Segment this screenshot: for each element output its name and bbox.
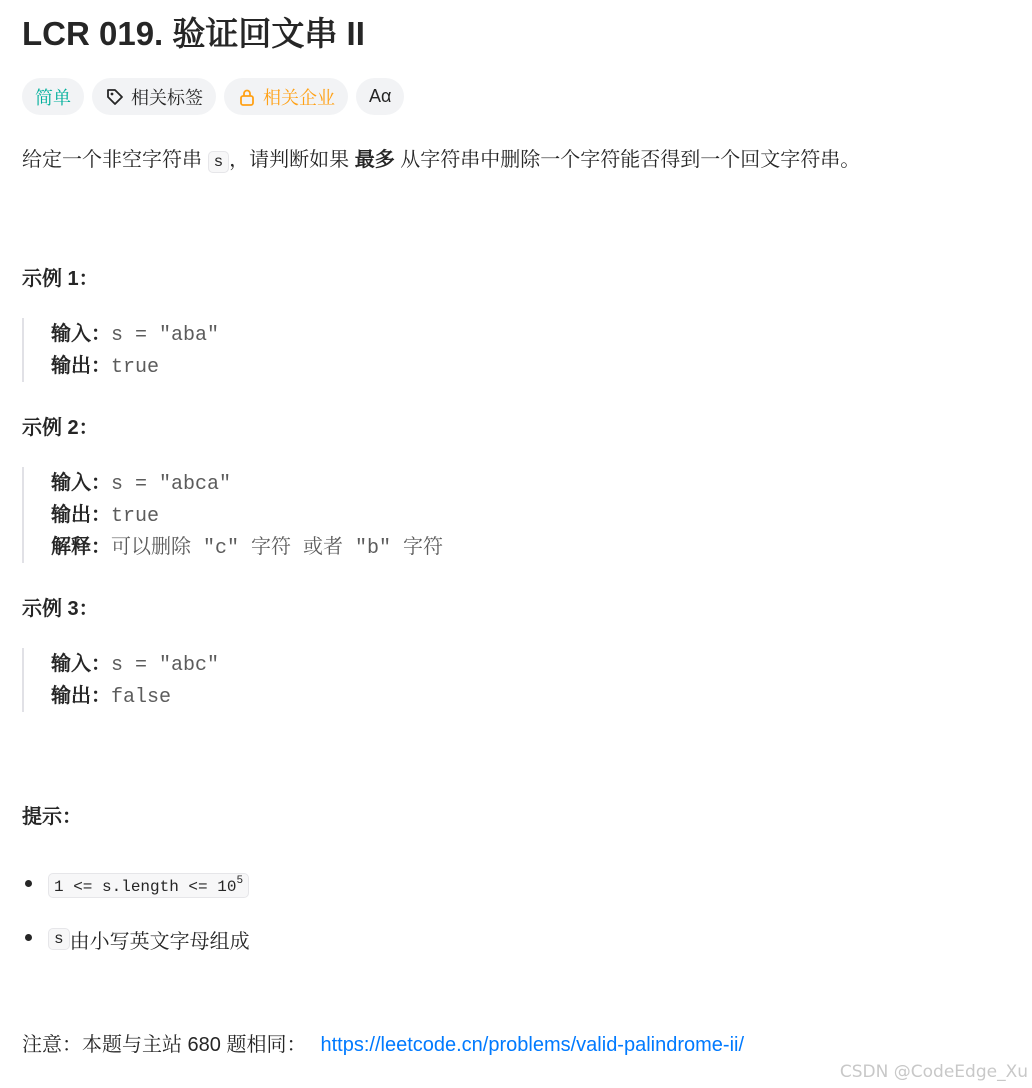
output-label: 输出： (51, 355, 111, 377)
example-3-output (51, 680, 219, 712)
difficulty-label: 简单 (35, 87, 71, 108)
example-3-input (51, 648, 219, 680)
constraint-text: 1 <= s.length <= 10 (54, 877, 237, 896)
desc-bold: 最多 (354, 149, 395, 171)
example-1-title: 示例 1： (22, 268, 99, 290)
hint-item-2 (22, 912, 250, 966)
constraint-exponent: 5 (236, 874, 244, 887)
explain-value: 可以删除 "c" 字符 或者 "b" 字符 (111, 537, 444, 560)
input-value: s = "abc" (111, 654, 220, 677)
hints-title: 提示： (22, 806, 82, 828)
lock-icon (237, 87, 257, 107)
input-value: s = "abca" (111, 473, 232, 496)
example-1-block (22, 318, 219, 382)
desc-text-1: 给定一个非空字符串 (22, 149, 208, 171)
output-label: 输出： (51, 685, 111, 707)
topics-label: 相关标签 (131, 87, 203, 108)
example-3-title: 示例 3： (22, 598, 99, 620)
companies-label: 相关企业 (263, 87, 335, 108)
desc-code-s: s (208, 151, 230, 173)
topics-tag-button[interactable] (92, 78, 216, 115)
input-label: 输入： (51, 472, 111, 494)
companies-tag-button[interactable] (224, 78, 348, 115)
output-value: true (111, 356, 160, 379)
font-size-icon: Aα (369, 86, 392, 106)
hint-constraint-code (48, 873, 249, 898)
difficulty-tag[interactable] (22, 78, 84, 115)
desc-text-3: 从字符串中删除一个字符能否得到一个回文字符串。 (394, 149, 861, 171)
watermark: CSDN @CodeEdge_Xu (839, 1062, 1028, 1082)
tag-icon (105, 87, 125, 107)
example-2-output (51, 499, 443, 531)
example-1-output (51, 350, 219, 382)
hint-text: 由小写英文字母组成 (69, 930, 250, 953)
input-value: s = "aba" (111, 324, 220, 347)
font-size-toggle-button[interactable] (356, 78, 404, 115)
output-value: true (111, 505, 160, 528)
hints-list (22, 858, 250, 966)
example-1-input (51, 318, 219, 350)
hint-code-s: s (48, 928, 70, 950)
problem-description (22, 145, 860, 177)
input-label: 输入： (51, 323, 111, 345)
hint-item-1 (22, 858, 250, 912)
note-line (22, 1028, 744, 1057)
problem-title: LCR 019. 验证回文串 II (22, 15, 365, 52)
main-site-link[interactable]: https://leetcode.cn/problems/valid-palindrome-ii/ (320, 1034, 745, 1056)
output-label: 输出： (51, 504, 111, 526)
example-2-block (22, 467, 443, 563)
output-value: false (111, 686, 172, 709)
example-2-explanation (51, 531, 443, 563)
tag-row (22, 78, 404, 115)
desc-text-2: ，请判断如果 (229, 149, 355, 171)
example-2-input (51, 467, 443, 499)
example-3-block (22, 648, 219, 712)
input-label: 输入： (51, 653, 111, 675)
example-2-title: 示例 2： (22, 417, 99, 439)
explain-label: 解释： (51, 536, 111, 558)
note-label: 注意：本题与主站 680 题相同： (22, 1034, 307, 1056)
